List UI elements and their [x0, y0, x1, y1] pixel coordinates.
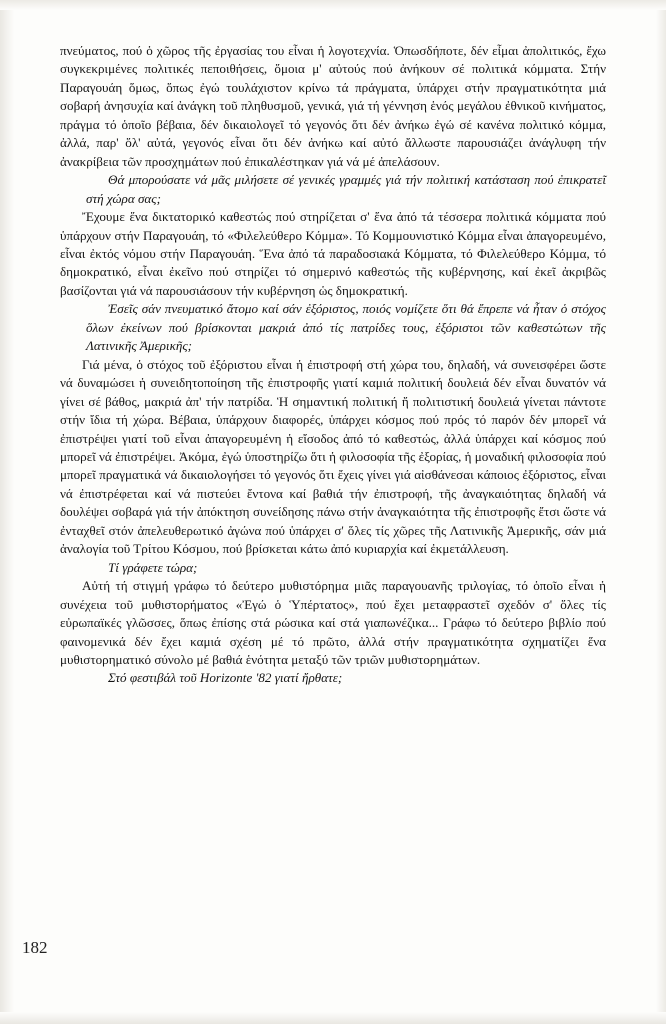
- interview-answer: Ἔχουμε ἕνα δικτατορικό καθεστώς πού στηρίζεται σ' ἕνα ἀπό τά τέσσερα πολιτικά κόμματα πού ὑπάρχουν στήν Παραγουάη, τό «Φιλελεύθερο Κόμμα». Τό Κομμουνιστικό Κόμμα εἶναι ἀπαγορευμένο, εἶναι ἐκτός νόμου στήν Παραγουάη. Ἕνα ἀπό τά παραδοσιακά Κόμματα, τό Φιλελεύθερο Κόμμα, τό δημοκρατικό, εἶναι ἐκεῖνο πού στηρίζει τό σημερινό καθεστώς τῆς κυβέρνησης, καί ἐκεῖ ἀκριβῶς βασίζονται γιά νά παρουσιάσουν τήν κυβέρνηση ὡς δημοκρατική.: [60, 209, 606, 298]
- interview-question: Ἐσεῖς σάν πνευματικό ἄτομο καί σάν ἐξόριστος, ποιός νομίζετε ὅτι θά ἔπρεπε νά ἦταν ὁ στόχος ὅλων ἐκείνων πού βρίσκονται μακριά ἀπό τίς πατρίδες τους, ἐξόριστοι τῶν καθεστώτων τῆς Λατινικῆς Ἀμερικῆς;: [86, 301, 606, 354]
- page-number: 182: [22, 938, 48, 957]
- scan-edge-left: [0, 0, 14, 1024]
- interview-question: Στό φεστιβάλ τοῦ Horizonte '82 γιατί ἤρθατε;: [108, 670, 343, 686]
- interview-answer: Αὐτή τή στιγμή γράφω τό δεύτερο μυθιστόρημα μιᾶς παραγουανῆς τριλογίας, τό ὁποῖο εἶναι ἡ συνέχεια τοῦ μυθιστορήματος «Ἐγώ ὁ Ὑπέρτατος», πού ἔχει μεταφραστεῖ σχεδόν σ' ὅλες τίς εὐρωπαϊκές γλῶσσες, ὅπως ἐπίσης στά ρώσικα καί στά γιαπωνέζικα... Γράφω τό δεύτερο βιβλίο πού φαινομενικά δέν ἔχει καμιά σχέση μέ τό πρῶτο, ἀλλά στήν πραγματικότητα σχηματίζει ἕνα μυθιστορηματικό σύνολο μέ βαθιά ἑνότητα μεταξύ τῶν τριῶν μυθιστορημάτων.: [60, 578, 606, 667]
- scan-edge-top: [0, 0, 666, 10]
- interview-answer: Γιά μένα, ὁ στόχος τοῦ ἐξόριστου εἶναι ἡ ἐπιστροφή στή χώρα του, δηλαδή, νά συνεισφέρει ὥστε νά δυναμώσει ἡ συνειδητοποίηση τῆς ἐπιστροφῆς γιατί καμιά πολιτική δουλειά δέν εἶναι δυνατόν νά γίνει σέ βάθος, μακριά ἀπ' τήν πατρίδα. Ἡ σημαντική πολιτική ἤ πολιτιστική δουλειά γίνεται πάντοτε στήν ἴδια τή χώρα. Βέβαια, ὑπάρχουν διαφορές, ὑπάρχει κόσμος πού πρός τό παρόν δέν μπορεῖ νά ἐπιστρέψει γιατί τοῦ εἶναι ἀπαγορευμένη ἡ εἴσοδος ἀπό τό καθεστώς, ἀλλά ὑπάρχει καί κόσμος πού μπορεῖ νά ἐπιστρέψει. Ἀκόμα, ἐγώ ὑποστηρίζω ὅτι ἡ φιλοσοφία τῆς ἐξορίας, ἡ μοναδική φιλοσοφία πού μπορεῖ πραγματικά νά δικαιολογήσει τό γεγονός ὅτι ἔχεις γίνει γιά αἰσθάνεσαι κάποιος ἐξόριστος, εἶναι νά ἐπιστρέφεται καί νά πιστεύει ἔντονα καί βαθιά τήν ἐπιστροφή, τῆς ἀναγκαιότητας δηλαδή νά δουλέψει σοβαρά γιά τήν ἀπόκτηση συνείδησης πάνω στήν ἀναγκαιότητα τῆς ἐπιστροφῆς ἔτσι ὥστε νά ἐνταχθεῖ στόν ἀπελευθερωτικό ἀγώνα πού ὑπάρχει σ' ὅλες τίς χῶρες τῆς Λατινικῆς Ἀμερικῆς, σάν μιά ἀναλογία τοῦ Τρίτου Κόσμου, πού βρίσκεται κάτω ἀπό κυριαρχία καί ἐκμετάλλευση.: [60, 356, 606, 557]
- interview-question: Θά μπορούσατε νά μᾶς μιλήσετε σέ γενικές γραμμές γιά τήν πολιτική κατάσταση πού ἐπικρατεῖ στή χώρα σας;: [86, 172, 606, 206]
- body-text-column: [60, 42, 606, 688]
- paragraph-continuation: πνεύματος, πού ὁ χῶρος τῆς ἐργασίας του εἶναι ἡ λογοτεχνία. Ὁπωσδήποτε, δέν εἶμαι ἀπολιτικός, ἔχω συγκεκριμένες πολιτικές πεποιθήσεις, ὅμοια μ' αὐτούς πού ἀνήκουν σέ πολιτικά κόμματα. Στήν Παραγουάη ὅμως, ὅπως ἐγώ τουλάχιστον κρίνω τά πράγματα, ὑπάρχει στήν πραγματικότητα μιά σοβαρή ἀνησυχία καί ἀνάγκη τοῦ πληθυσμοῦ, γενικά, γιά τή γέννηση ἑνός μεγάλου ἐθνικοῦ κινήματος, πράγμα τό ὁποῖο βέβαια, δέν δικαιολογεῖ τό γεγονός ὅτι δέν ἀνήκω ἐγώ σέ κανένα πολιτικό κόμμα, ἀλλά, παρ' ὅλ' αὐτά, γεγονός εἶναι ὅτι δέν ἀνήκω καί αὐτό ἄλλωστε παρουσιάζει ἀνάγλυφη τήν ἀνακρίβεια τῶν προσχημάτων πού ἐπικαλέστηκαν γιά νά μέ ἀπελάσουν.: [60, 43, 606, 169]
- scan-edge-bottom: [0, 1012, 666, 1024]
- interview-question: Τί γράφετε τώρα;: [108, 559, 198, 575]
- scan-edge-right: [656, 0, 666, 1024]
